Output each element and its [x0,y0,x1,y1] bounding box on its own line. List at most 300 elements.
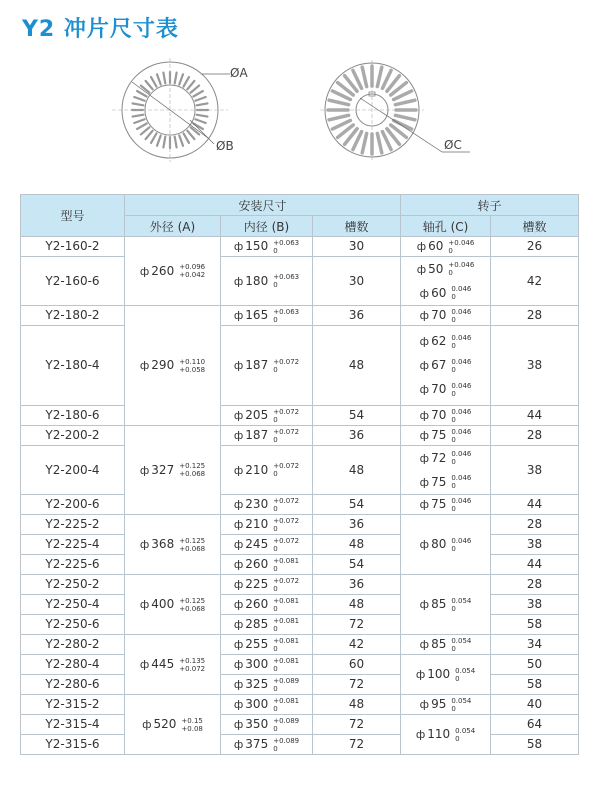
tolerance-lower: 0 [448,246,453,255]
inner-diameter-cell [221,655,313,675]
tolerance-lower: +0.068 [179,470,206,478]
dimension-value [417,262,475,276]
diameter-symbol: ф [233,274,244,288]
table-row [21,495,579,515]
tolerance [451,637,471,653]
dimension-value [234,657,299,671]
tolerance-upper: +0.063 [273,238,300,247]
dimension-number: 327 [151,462,175,477]
model-cell: Y2-315-6 [21,735,125,755]
rotor-slots-cell: 38 [491,446,579,495]
dimension-value [140,463,205,477]
rotor-slots-cell: 38 [491,326,579,406]
diameter-symbol: ф [419,698,430,711]
tolerance-lower: +0.058 [179,365,206,374]
shaft-hole-cell [401,426,491,446]
dimension-value [420,358,472,372]
stator-slots-cell: 72 [313,735,401,755]
tolerance-lower: 0 [451,293,456,301]
rotor-slots-cell: 58 [491,735,579,755]
tolerance [273,308,299,324]
shaft-hole-cell [401,695,491,715]
table-row [21,695,579,715]
dimension-number: 100 [427,667,451,681]
inner-diameter-cell [221,426,313,446]
diameter-symbol: ф [233,718,244,731]
tolerance-upper: 0.046 [451,427,472,436]
inner-diameter-cell [221,306,313,326]
dimension-value [420,408,472,422]
diameter-symbol: ф [419,429,430,442]
rotor-slots-cell: 40 [491,695,579,715]
tolerance [273,358,299,374]
tolerance [273,697,299,713]
tolerance [273,597,299,613]
inner-diameter-cell [221,446,313,495]
tolerance-upper: +0.063 [273,307,300,316]
dimension-value [234,308,299,322]
rotor-slots-cell: 44 [491,495,579,515]
model-cell: Y2-200-2 [21,426,125,446]
inner-diameter-cell [221,715,313,735]
diameter-symbol: ф [419,359,430,372]
tolerance-lower: 0 [273,604,278,613]
dimension-number: 180 [245,273,269,288]
diameter-symbol: ф [419,335,430,348]
tolerance-upper: 0.046 [451,474,472,482]
dimension-value [234,497,299,511]
tolerance [273,657,299,673]
dimension-number: 50 [428,261,444,276]
tolerance-upper: +0.072 [273,496,300,505]
tolerance-lower: 0 [273,564,278,573]
tolerance-upper: +0.072 [273,536,300,545]
outer-diameter-cell [125,635,221,695]
tolerance [273,497,299,513]
tolerance [273,273,299,289]
dimension-value [420,308,472,322]
dimension-number: 70 [431,308,447,322]
tolerance [451,697,471,713]
model-cell: Y2-250-2 [21,575,125,595]
stator-slots-cell: 48 [313,535,401,555]
dimension-number: 60 [428,239,444,253]
diameter-symbol: ф [233,240,244,253]
dimension-number: 375 [245,737,269,751]
table-row [21,615,579,635]
tolerance [451,474,471,490]
dimension-number: 95 [431,697,447,711]
table-row [21,555,579,575]
dimension-value [140,597,205,611]
dimension-value [140,358,205,372]
diameter-symbol: ф [233,409,244,422]
tolerance-upper: +0.072 [273,407,300,416]
dimension-number: 110 [427,727,451,741]
rotor-slots-cell: 64 [491,715,579,735]
tolerance-upper: +0.089 [273,736,300,745]
tolerance-lower: +0.068 [179,604,206,613]
dimension-number: 62 [431,334,447,348]
header-stator-slots: 槽数 [313,216,401,237]
table-row [21,635,579,655]
rotor-slots-cell: 58 [491,615,579,635]
tolerance [273,408,299,424]
model-cell: Y2-280-6 [21,675,125,695]
stator-slots-cell: 72 [313,675,401,695]
diameter-symbol: ф [139,658,150,671]
model-cell: Y2-200-6 [21,495,125,515]
rotor-slots-cell: 44 [491,406,579,426]
diameter-symbol: ф [419,538,430,551]
diameter-symbol: ф [233,429,244,442]
dimension-number: 368 [151,537,175,551]
table-row [21,535,579,555]
dimension-value [416,667,475,681]
shaft-hole-cell [401,446,491,495]
diameter-symbol: ф [415,668,426,681]
tolerance-lower: 0 [451,365,456,374]
tolerance [451,537,471,553]
diagram-label-b: ØB [216,139,234,153]
dimension-number: 350 [245,717,269,731]
header-rotor: 转子 [401,195,579,216]
dimension-value [420,451,472,465]
dimension-value [234,677,299,691]
header-rotor-slots: 槽数 [491,216,579,237]
dimension-value [234,428,299,442]
outer-diameter-cell [125,237,221,306]
dimension-value [234,239,299,253]
outer-diameter-cell [125,515,221,575]
dimension-value [420,697,472,711]
tolerance-lower: 0 [451,458,456,466]
diameter-symbol: ф [419,475,430,489]
tolerance-lower: 0 [273,365,278,374]
rotor-slots-cell: 28 [491,426,579,446]
dimension-number: 400 [151,597,175,611]
tolerance-lower: 0 [451,504,456,513]
inner-diameter-cell [221,575,313,595]
dimension-value [234,597,299,611]
stator-slots-cell: 72 [313,715,401,735]
tolerance [451,382,471,398]
tolerance-upper: +0.15 [181,716,203,725]
dimension-value [234,717,299,731]
tolerance-upper: +0.072 [273,516,300,525]
tolerance-upper: +0.089 [273,676,300,685]
tolerance [273,637,299,653]
tolerance-upper: +0.072 [273,576,300,585]
tolerance [455,727,475,743]
diameter-symbol: ф [233,578,244,591]
rotor-slots-cell: 26 [491,237,579,257]
dimension-number: 85 [431,597,447,611]
stator-slots-cell: 48 [313,446,401,495]
dimension-value [416,727,475,741]
tolerance [181,717,202,733]
shaft-hole-cell [401,326,491,406]
inner-diameter-cell [221,495,313,515]
diameter-symbol: ф [233,638,244,651]
model-cell: Y2-160-2 [21,237,125,257]
tolerance-upper: +0.081 [273,616,300,625]
tolerance-lower: 0 [273,315,278,324]
model-cell: Y2-225-6 [21,555,125,575]
table-row [21,446,579,495]
tolerance-lower: 0 [455,734,460,743]
inner-diameter-cell [221,735,313,755]
tolerance [179,597,205,613]
diameter-symbol: ф [419,286,430,300]
rotor-slots-cell: 28 [491,575,579,595]
dimension-value [420,597,472,611]
rotor-slots-cell: 28 [491,306,579,326]
tolerance [451,497,471,513]
header-model: 型号 [21,195,125,237]
stator-slots-cell: 30 [313,257,401,306]
dimension-number: 290 [151,358,175,372]
tolerance-upper: 0.054 [451,696,472,705]
dimension-number: 150 [245,239,269,253]
diagram-label-a: ØA [230,66,248,80]
tolerance [179,263,205,279]
outer-diameter-cell [125,306,221,426]
tolerance-lower: 0 [273,664,278,673]
dimension-number: 260 [245,557,269,571]
tolerance-upper: +0.110 [179,357,206,366]
stator-slots-cell: 36 [313,306,401,326]
stator-slots-cell: 36 [313,426,401,446]
diameter-symbol: ф [139,538,150,551]
inner-diameter-cell [221,555,313,575]
rotor-slots-cell: 38 [491,535,579,555]
diameter-symbol: ф [233,618,244,631]
dimension-number: 75 [431,497,447,511]
tolerance-lower: 0 [451,704,456,713]
tolerance [451,428,471,444]
diameter-symbol: ф [139,463,150,477]
table-row [21,575,579,595]
model-cell: Y2-315-4 [21,715,125,735]
rotor-slots-cell: 58 [491,675,579,695]
tolerance-lower: 0 [273,544,278,553]
tolerance-lower: 0 [451,415,456,424]
table-row [21,326,579,406]
tolerance-upper: +0.081 [273,636,300,645]
model-cell: Y2-180-4 [21,326,125,406]
tolerance-upper: 0.046 [451,407,472,416]
dimension-value [234,537,299,551]
table-row [21,406,579,426]
diameter-symbol: ф [419,638,430,651]
tolerance [448,239,474,255]
tolerance [273,428,299,444]
diameter-symbol: ф [416,240,427,253]
tolerance-upper: +0.125 [179,462,206,470]
stator-slots-cell: 36 [313,515,401,535]
dimension-value [417,239,475,253]
dimension-value [420,497,472,511]
tolerance [179,657,205,673]
shaft-hole-cell [401,406,491,426]
shaft-hole-cell [401,306,491,326]
model-cell: Y2-280-4 [21,655,125,675]
model-cell: Y2-250-4 [21,595,125,615]
dimension-number: 210 [245,517,269,531]
model-cell: Y2-160-6 [21,257,125,306]
tolerance [273,557,299,573]
tolerance-upper: 0.046 [451,450,472,458]
shaft-hole-cell [401,635,491,655]
tolerance-lower: 0 [455,674,460,683]
diameter-symbol: ф [233,658,244,671]
inner-diameter-cell [221,515,313,535]
tolerance [179,358,205,374]
table-row [21,306,579,326]
dimension-value [234,737,299,751]
dimension-number: 260 [245,597,269,611]
dimension-value [234,463,299,477]
tolerance-lower: +0.042 [179,271,206,279]
inner-diameter-cell [221,695,313,715]
tolerance [179,537,205,553]
tolerance-lower: 0 [451,389,456,398]
table-row [21,257,579,306]
dimension-value [234,697,299,711]
dimension-number: 260 [151,263,175,278]
diameter-symbol: ф [419,498,430,511]
table-row [21,515,579,535]
tolerance-lower: 0 [273,684,278,693]
rotor-slots-cell: 42 [491,257,579,306]
diameter-symbol: ф [419,309,430,322]
inner-diameter-cell [221,675,313,695]
tolerance [451,358,471,374]
rotor-slots-cell: 34 [491,635,579,655]
model-cell: Y2-250-6 [21,615,125,635]
dimension-value [140,537,205,551]
outer-diameter-cell [125,575,221,635]
stator-slots-cell: 54 [313,406,401,426]
dimension-value [234,274,299,288]
diameter-symbol: ф [419,409,430,422]
dimension-number: 72 [431,450,447,465]
dimension-number: 300 [245,697,269,711]
outer-diameter-cell [125,695,221,755]
shaft-hole-cell [401,715,491,755]
dimension-number: 255 [245,637,269,651]
diameter-symbol: ф [233,678,244,691]
tolerance-upper: +0.081 [273,556,300,565]
dimension-value [140,264,205,278]
tolerance [455,667,475,683]
inner-diameter-cell [221,257,313,306]
tolerance-upper: 0.046 [451,285,472,293]
tolerance-upper: 0.054 [455,726,476,735]
tolerance-lower: 0 [273,504,278,513]
tolerance-upper: 0.046 [451,357,472,366]
tolerance-lower: 0 [451,341,456,350]
tolerance [273,737,299,753]
tolerance-lower: 0 [451,604,456,613]
rotor-slots-cell: 44 [491,555,579,575]
dimension-value [420,475,472,489]
tolerance-upper: +0.096 [179,263,206,271]
diameter-symbol: ф [139,359,150,372]
shaft-hole-cell [401,237,491,257]
table-row [21,715,579,735]
stator-lamination-diagram [110,58,270,168]
tolerance-lower: 0 [273,470,278,478]
dimension-value [234,637,299,651]
diameter-symbol: ф [415,728,426,741]
tolerance-upper: +0.125 [179,536,206,545]
diameter-symbol: ф [233,558,244,571]
rotor-lamination-diagram [320,60,480,170]
tolerance-lower: 0 [273,724,278,733]
tolerance-lower: 0 [451,644,456,653]
stator-slots-cell: 48 [313,326,401,406]
tolerance-upper: +0.089 [273,716,300,725]
tolerance [448,261,474,277]
table-row [21,237,579,257]
tolerance-upper: +0.081 [273,596,300,605]
dimension-value [140,657,205,671]
model-cell: Y2-180-2 [21,306,125,326]
dimension-number: 300 [245,657,269,671]
diameter-symbol: ф [419,598,430,611]
tolerance [451,408,471,424]
diameter-symbol: ф [139,264,150,278]
dimension-value [234,557,299,571]
model-cell: Y2-180-6 [21,406,125,426]
dimension-number: 80 [431,537,447,551]
diameter-symbol: ф [233,463,244,477]
dimension-value [234,517,299,531]
tolerance-lower: +0.068 [179,544,206,553]
tolerance-upper: +0.072 [273,357,300,366]
inner-diameter-cell [221,595,313,615]
header-shaft-hole: 轴孔 (C) [401,216,491,237]
diameter-symbol: ф [416,262,427,276]
dimension-value [234,408,299,422]
dimension-number: 187 [245,358,269,372]
tolerance [273,517,299,533]
tolerance-upper: 0.046 [451,536,472,545]
tolerance-upper: 0.046 [451,496,472,505]
diameter-symbol: ф [139,598,150,611]
tolerance [451,597,471,613]
tolerance [273,717,299,733]
tolerance-lower: 0 [448,269,453,277]
shaft-hole-cell [401,495,491,515]
header-outer-diameter: 外径 (A) [125,216,221,237]
diameter-symbol: ф [233,598,244,611]
tolerance-upper: +0.081 [273,696,300,705]
tolerance-upper: +0.072 [273,462,300,470]
dimension-number: 230 [245,497,269,511]
lamination-spec-table [20,194,579,755]
tolerance [273,677,299,693]
tolerance-lower: 0 [451,315,456,324]
dimension-number: 67 [431,358,447,372]
model-cell: Y2-225-2 [21,515,125,535]
stator-slots-cell: 72 [313,615,401,635]
dimension-number: 187 [245,428,269,442]
inner-diameter-cell [221,615,313,635]
dimension-value [420,428,472,442]
